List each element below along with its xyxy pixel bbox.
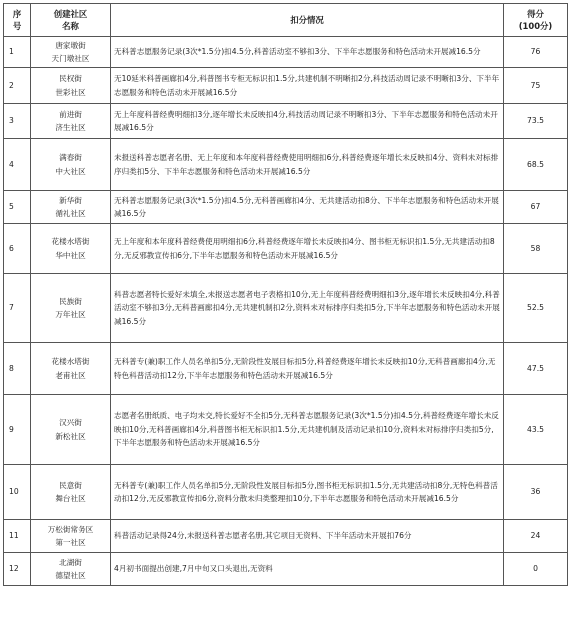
community-name — [31, 520, 111, 553]
community-name-line2: 济生社区 — [55, 123, 86, 132]
row-index: 5 — [4, 191, 31, 224]
score-value: 67 — [504, 191, 568, 224]
row-index: 1 — [4, 37, 31, 68]
table-row — [4, 191, 568, 224]
community-name — [31, 224, 111, 274]
community-name-line2: 德望社区 — [55, 571, 86, 580]
community-name — [31, 395, 111, 465]
row-index: 12 — [4, 553, 31, 586]
header-score-line1: 得分 — [527, 9, 544, 19]
table-row — [4, 104, 568, 139]
row-index: 4 — [4, 139, 31, 191]
deduction-detail: 无上年度和本年度科普经费使用明细扣6分,科普经费逐年增长未反映扣4分、图书柜无标识扣1.5分,无共建活动扣8分,无反邪教宣传扣6分,下半年志愿服务和特色活动未开展减16.5分 — [111, 224, 504, 274]
community-name — [31, 343, 111, 395]
deduction-detail: 无科普志愿服务记录(3次*1.5分)扣4.5分,无科普画廊扣4分、无共建活动扣8分、下半年志愿服务和特色活动未开展减16.5分 — [111, 191, 504, 224]
header-deduction: 扣分情况 — [111, 4, 504, 37]
header-community-line2: 名称 — [62, 21, 79, 31]
community-name-line1: 民权街 — [59, 74, 82, 84]
deduction-detail: 志愿者名册纸质、电子均未交,特长爱好不全扣5分,无科普志愿服务记录(3次*1.5分)扣4.5分,科普经费逐年增长未反映扣10分,无科普画廊扣4分,科普图书柜无标识扣1.5分,无共建机制及活动记录扣10分,资料未对标排序归类扣5分,下半年志愿服务和特色活动未开展减16.5分 — [111, 395, 504, 465]
community-name-line1: 万松街常务区 — [47, 524, 94, 534]
community-name — [31, 139, 111, 191]
community-score-table — [3, 3, 568, 586]
score-value: 47.5 — [504, 343, 568, 395]
community-name-line2: 华中社区 — [55, 250, 86, 260]
header-score-line2: (100分) — [518, 21, 553, 31]
table-row — [4, 465, 568, 520]
community-name-line1: 新华街 — [59, 195, 82, 205]
community-name-line2: 老甫社区 — [55, 370, 86, 380]
community-name-line1: 满春街 — [59, 153, 82, 163]
community-name-line2: 舞台社区 — [55, 494, 86, 503]
community-name — [31, 37, 111, 68]
community-name — [31, 104, 111, 139]
community-name-line2: 万年社区 — [55, 310, 86, 319]
deduction-detail: 科普志愿者特长爱好未填全,未报送志愿者电子表格扣10分,无上年度科普经费明细扣3分,逐年增长未反映扣4分,科普活动室不够扣3分,无科普画廊扣4分,无共建机制扣2分,资料未对标排序归类扣5分,下半年志愿服务和特色活动未开展减16.5分 — [111, 274, 504, 343]
deduction-detail: 无上年度科普经费明细扣3分,逐年增长未反映扣4分,科技活动周记录不明晰扣3分、下半年志愿服务和特色活动未开展减16.5分 — [111, 104, 504, 139]
table-row — [4, 343, 568, 395]
score-value: 75 — [504, 68, 568, 104]
community-name-line1: 唐家墩街 — [55, 40, 86, 50]
score-value: 24 — [504, 520, 568, 553]
score-value: 36 — [504, 465, 568, 520]
deduction-detail: 无10延米科普画廊扣4分,科普图书专柜无标识扣1.5分,共建机制不明晰扣2分,科技活动周记录不明晰扣3分、下半年志愿服务和特色活动未开展减16.5分 — [111, 68, 504, 104]
community-name — [31, 274, 111, 343]
table-row — [4, 395, 568, 465]
row-index: 9 — [4, 395, 31, 465]
score-value: 76 — [504, 37, 568, 68]
community-name-line1: 汉兴街 — [59, 418, 82, 428]
row-index: 8 — [4, 343, 31, 395]
table-row — [4, 553, 568, 586]
community-name-line1: 花楼水塔街 — [51, 357, 90, 367]
community-name-line2: 中大社区 — [55, 166, 86, 176]
community-name-line2: 世彩社区 — [55, 87, 86, 97]
community-name — [31, 465, 111, 520]
community-name-line1: 民意街 — [59, 480, 82, 490]
header-score — [504, 4, 568, 37]
header-community-line1: 创建社区 — [53, 9, 88, 19]
row-index: 2 — [4, 68, 31, 104]
header-index-line1: 序 — [12, 9, 22, 19]
row-index: 6 — [4, 224, 31, 274]
community-name-line2: 新松社区 — [55, 431, 86, 441]
deduction-detail: 未报送科普志愿者名册、无上年度和本年度科普经费使用明细扣6分,科普经费逐年增长未反映扣4分、资料未对标排序归类扣5分、下半年志愿服务和特色活动未开展减16.5分 — [111, 139, 504, 191]
community-name — [31, 68, 111, 104]
community-name-line2: 循礼社区 — [55, 209, 86, 218]
header-index — [4, 4, 31, 37]
table-row — [4, 37, 568, 68]
table-row — [4, 520, 568, 553]
table-row — [4, 274, 568, 343]
deduction-detail: 无科普专(兼)职工作人员名单扣5分,无阶段性发展目标扣5分,科普经费逐年增长未反映扣10分,无科普画廊扣4分,无特色科普活动扣12分,下半年志愿服务和特色活动未开展减16.5分 — [111, 343, 504, 395]
community-name-line1: 民族街 — [59, 296, 82, 306]
score-value: 73.5 — [504, 104, 568, 139]
row-index: 7 — [4, 274, 31, 343]
deduction-detail: 科普活动记录得24分,未报送科普志愿者名册,其它项目无资料、下半年活动未开展扣76分 — [111, 520, 504, 553]
score-value: 43.5 — [504, 395, 568, 465]
score-value: 52.5 — [504, 274, 568, 343]
score-table-container — [3, 3, 568, 586]
community-name — [31, 191, 111, 224]
deduction-detail: 无科普志愿服务记录(3次*1.5分)扣4.5分,科普活动室不够扣3分、下半年志愿服务和特色活动未开展减16.5分 — [111, 37, 504, 68]
community-name-line1: 前进街 — [59, 109, 82, 119]
score-value: 68.5 — [504, 139, 568, 191]
row-index: 10 — [4, 465, 31, 520]
header-index-line2: 号 — [12, 21, 22, 31]
header-community — [31, 4, 111, 37]
community-name-line2: 天门墩社区 — [51, 54, 90, 63]
table-row — [4, 68, 568, 104]
community-name — [31, 553, 111, 586]
community-name-line2: 第一社区 — [55, 538, 86, 547]
table-header-row — [4, 4, 568, 37]
community-name-line1: 北湖街 — [59, 557, 82, 567]
row-index: 11 — [4, 520, 31, 553]
row-index: 3 — [4, 104, 31, 139]
score-value: 58 — [504, 224, 568, 274]
deduction-detail: 无科普专(兼)职工作人员名单扣5分,无阶段性发展目标扣5分,图书柜无标识扣1.5分,无共建活动扣8分,无特色科普活动扣12分,无反邪教宣传扣6分,资料分散未归类整理扣10分,下半年志愿服务和特色活动未开展减16.5分 — [111, 465, 504, 520]
table-row — [4, 224, 568, 274]
table-body — [4, 37, 568, 586]
table-row — [4, 139, 568, 191]
deduction-detail: 4月初书面提出创建,7月中旬又口头退出,无资料 — [111, 553, 504, 586]
community-name-line1: 花楼水塔街 — [51, 237, 90, 247]
score-value: 0 — [504, 553, 568, 586]
